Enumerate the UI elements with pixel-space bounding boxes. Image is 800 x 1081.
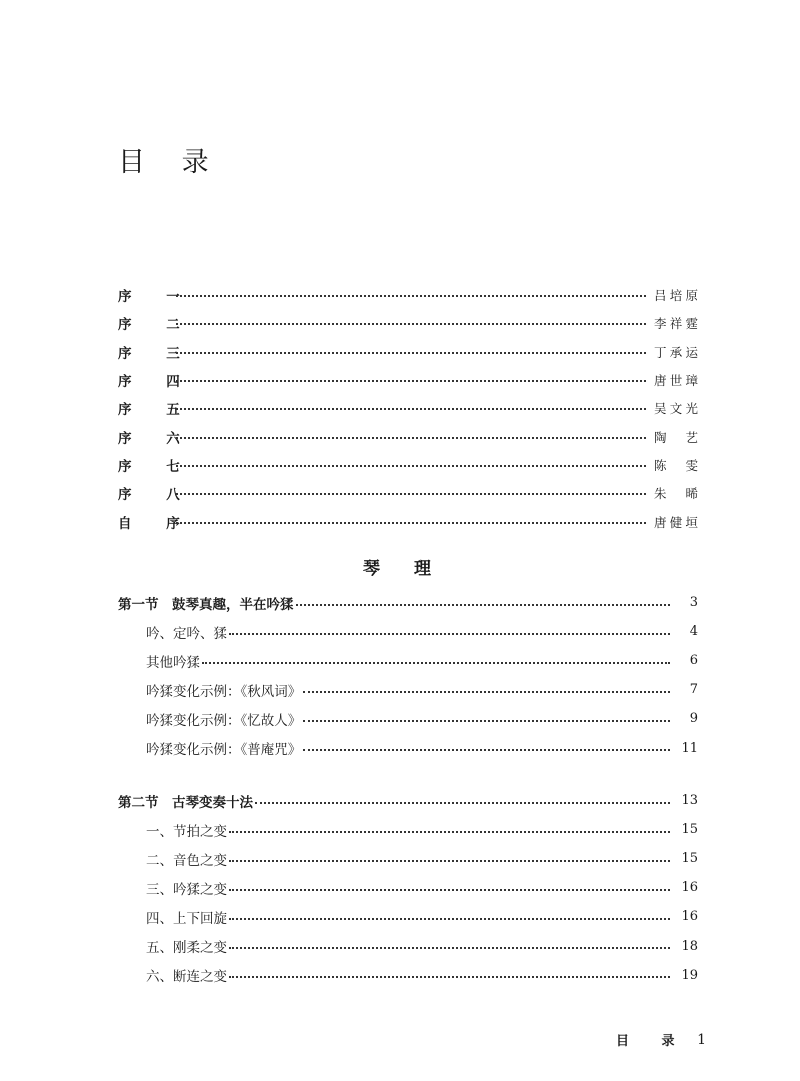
chapter-1 xyxy=(118,588,698,763)
toc-entry-title: 吟、定吟、猱 xyxy=(146,625,227,642)
toc-entry-label: 自 序 xyxy=(118,515,195,532)
toc-entry-preface-self[interactable] xyxy=(118,507,698,535)
toc-entry-subsection[interactable] xyxy=(118,902,698,931)
page-title: 目 录 xyxy=(118,147,223,178)
toc-entry-page: 15 xyxy=(681,822,698,838)
toc-entry-page: 6 xyxy=(689,653,698,669)
toc-entry-title: 古琴变奏十法 xyxy=(172,794,253,811)
toc-entry-title: 二、音色之变 xyxy=(146,852,227,869)
toc-entry-title: 四、上下回旋 xyxy=(146,910,227,927)
toc-entry-subsection[interactable] xyxy=(118,931,698,960)
toc-entry-subsection[interactable] xyxy=(118,646,698,675)
dot-leader xyxy=(303,749,670,751)
dot-leader xyxy=(229,889,670,891)
toc-entry-label: 序 八 xyxy=(118,487,195,504)
toc-entry-page: 19 xyxy=(681,967,698,983)
dot-leader xyxy=(176,522,646,524)
toc-entry-page: 11 xyxy=(681,740,698,756)
toc-entry-subsection[interactable] xyxy=(118,815,698,844)
toc-entry-subsection[interactable] xyxy=(118,704,698,733)
dot-leader xyxy=(229,633,670,635)
dot-leader xyxy=(229,976,670,978)
toc-entry-title: 吟猱变化示例：《忆故人》 xyxy=(146,712,302,729)
dot-leader xyxy=(229,947,670,949)
toc-entry-page: 7 xyxy=(689,682,698,698)
toc-entry-subsection[interactable] xyxy=(118,873,698,902)
toc-entry-author: 吕培原 xyxy=(654,288,698,304)
toc-entry-title: 六、断连之变 xyxy=(146,969,227,986)
dot-leader xyxy=(255,802,670,804)
toc-entry-page: 13 xyxy=(681,793,698,809)
toc-entry-title: 一、节拍之变 xyxy=(146,823,227,840)
dot-leader xyxy=(176,408,646,410)
preface-list xyxy=(118,281,698,536)
toc-entry-page: 9 xyxy=(689,711,698,727)
dot-leader xyxy=(303,720,670,722)
dot-leader xyxy=(176,380,646,382)
page-number: 1 xyxy=(697,1031,706,1048)
footer-title: 目 录 xyxy=(616,1034,689,1049)
toc-entry-author: 李祥霆 xyxy=(654,316,698,332)
chapter-number: 第一节 xyxy=(118,596,159,613)
toc-entry-author: 吴文光 xyxy=(654,401,698,417)
toc-entry-label: 序 二 xyxy=(118,317,195,334)
toc-entry-preface-4[interactable] xyxy=(118,366,698,394)
toc-entry-author: 丁承运 xyxy=(654,344,698,360)
dot-leader xyxy=(202,662,670,664)
toc-entry-label: 序 七 xyxy=(118,458,195,475)
toc-entry-title: 五、刚柔之变 xyxy=(146,940,227,957)
toc-entry-page: 4 xyxy=(689,624,698,640)
toc-entry-subsection[interactable] xyxy=(118,844,698,873)
toc-entry-title: 吟猱变化示例：《秋风词》 xyxy=(146,683,302,700)
toc-entry-subsection[interactable] xyxy=(118,733,698,762)
toc-entry-title: 其他吟猱 xyxy=(146,654,200,671)
toc-entry-label: 序 一 xyxy=(118,289,195,306)
dot-leader xyxy=(176,323,646,325)
toc-entry-subsection[interactable] xyxy=(118,961,698,990)
dot-leader xyxy=(229,860,670,862)
toc-entry-preface-3[interactable] xyxy=(118,338,698,366)
toc-entry-page: 3 xyxy=(689,595,698,611)
toc-entry-title: 鼓琴真趣，半在吟猱 xyxy=(172,596,294,613)
chapter-2 xyxy=(118,786,698,990)
toc-entry-preface-2[interactable] xyxy=(118,309,698,337)
toc-entry-page: 16 xyxy=(681,880,698,896)
dot-leader xyxy=(176,352,646,354)
toc-entry-preface-8[interactable] xyxy=(118,479,698,507)
toc-entry-author: 陶 艺 xyxy=(654,429,698,445)
running-footer xyxy=(616,1030,706,1049)
toc-entry-chapter-2[interactable] xyxy=(118,786,698,815)
toc-entry-title: 三、吟猱之变 xyxy=(146,881,227,898)
toc-entry-label: 序 三 xyxy=(118,345,195,362)
dot-leader xyxy=(296,604,671,606)
toc-entry-author: 唐世璋 xyxy=(654,373,698,389)
chapter-number: 第二节 xyxy=(118,794,159,811)
toc-entry-page: 18 xyxy=(681,938,698,954)
toc-entry-title: 吟猱变化示例：《普庵咒》 xyxy=(146,742,302,759)
toc-entry-page: 15 xyxy=(681,851,698,867)
dot-leader xyxy=(176,437,646,439)
dot-leader xyxy=(303,691,670,693)
toc-entry-subsection[interactable] xyxy=(118,617,698,646)
toc-entry-label: 序 六 xyxy=(118,430,195,447)
dot-leader xyxy=(229,831,670,833)
dot-leader xyxy=(176,493,646,495)
toc-entry-label: 序 四 xyxy=(118,374,195,391)
section-heading: 琴 理 xyxy=(363,559,445,579)
dot-leader xyxy=(176,295,646,297)
dot-leader xyxy=(176,465,646,467)
toc-entry-preface-6[interactable] xyxy=(118,422,698,450)
toc-entry-preface-7[interactable] xyxy=(118,451,698,479)
dot-leader xyxy=(229,918,670,920)
toc-entry-label: 序 五 xyxy=(118,402,195,419)
toc-entry-author: 陈 雯 xyxy=(654,457,698,473)
toc-entry-subsection[interactable] xyxy=(118,675,698,704)
toc-entry-preface-1[interactable] xyxy=(118,281,698,309)
toc-entry-author: 朱 晞 xyxy=(654,486,698,502)
toc-entry-preface-5[interactable] xyxy=(118,394,698,422)
toc-entry-page: 16 xyxy=(681,909,698,925)
toc-entry-chapter-1[interactable] xyxy=(118,588,698,617)
toc-entry-author: 唐健垣 xyxy=(654,514,698,530)
